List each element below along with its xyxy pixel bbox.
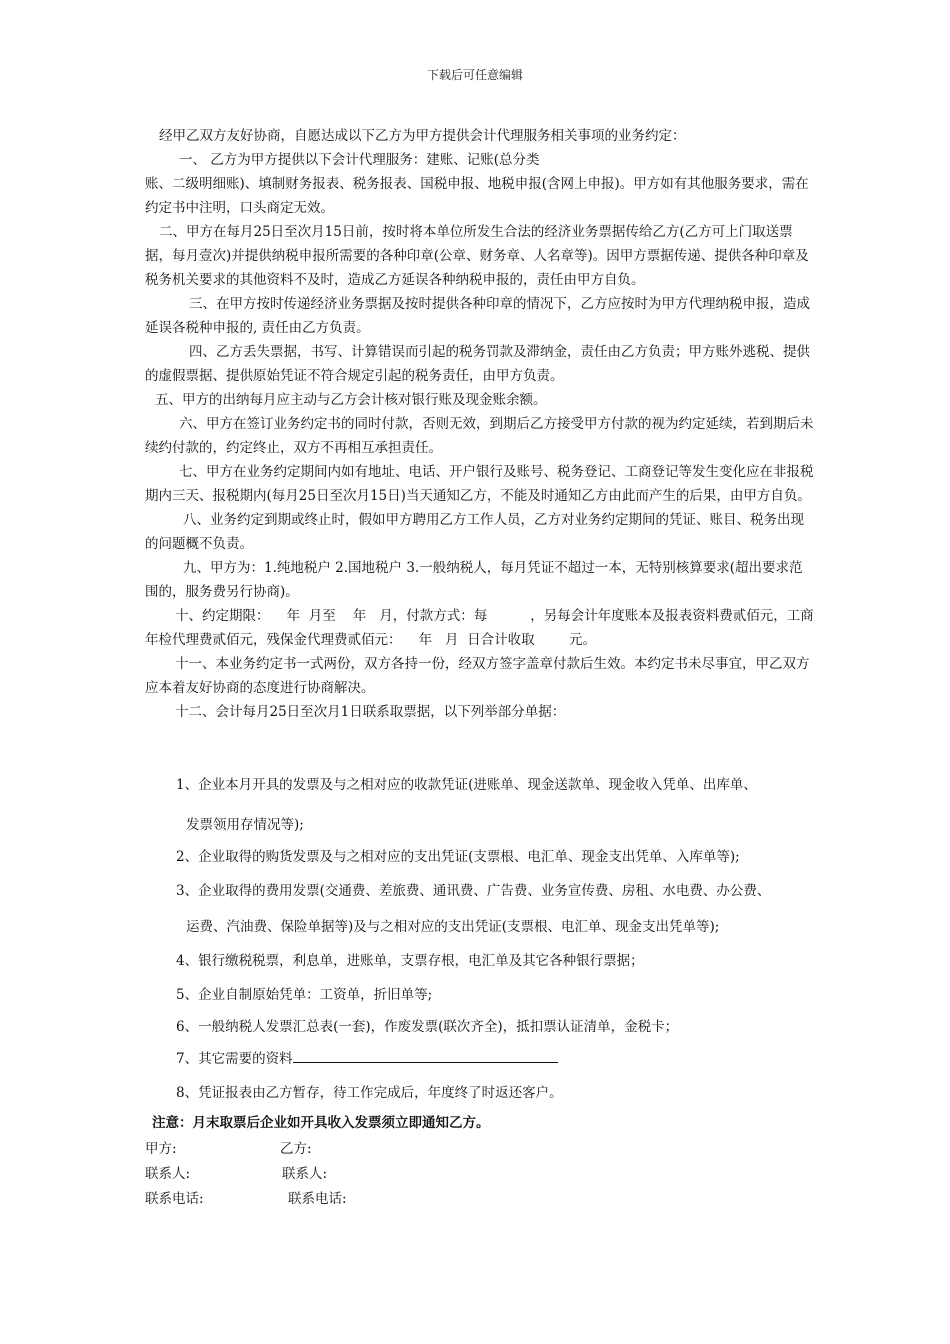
party-a-label: 甲方:: [145, 1141, 177, 1157]
list-item-7: [176, 1047, 558, 1067]
list-item-1-cont: 发票领用存情况等);: [186, 817, 304, 833]
clause-9: 九、甲方为：1.纯地税户 2.国地税户 3.一般纳税人，每月凭证不超过一本，无特别核算要求(超出要求范围的，服务费另行协商)。: [145, 560, 803, 600]
list-item-7-label: 7、其它需要的资料: [176, 1051, 293, 1067]
party-a-contact-label: 联系人:: [145, 1166, 191, 1182]
party-b-contact-label: 联系人:: [282, 1166, 328, 1182]
list-item-6: 6、一般纳税人发票汇总表(一套)，作废发票(联次齐全)，抵扣票认证清单，金税卡；: [176, 1019, 679, 1035]
clause-10: 十、约定期限： 年 月至 年 月，付款方式：每 ，另每会计年度账本及报表资料费贰佰元，工商年检代理费贰佰元，残保金代理费贰佰元： 年 月 日合计收取 元。: [145, 608, 814, 648]
list-item-1: 1、企业本月开具的发票及与之相对应的收款凭证(进账单、现金送款单、现金收入凭单、出库单、: [176, 777, 757, 793]
party-a-phone-label: 联系电话:: [145, 1191, 204, 1207]
clause-1-body: 账、二级明细账)、填制财务报表、税务报表、国税申报、地税申报(含网上申报)。甲方如有其他服务要求，需在约定书中注明，口头商定无效。: [145, 176, 809, 216]
clause-3: 三、在甲方按时传递经济业务票据及按时提供各种印章的情况下，乙方应按时为甲方代理纳税申报，造成延误各税种申报的, 责任由乙方负责。: [145, 296, 810, 336]
clause-7: 七、甲方在业务约定期间内如有地址、电话、开户银行及账号、税务登记、工商登记等发生变化应在非报税期内三天、报税期内(每月25日至次月15日)当天通知乙方，不能及时通知乙方由此而产生的后果，由甲方自负。: [145, 464, 814, 504]
clause-2: 二、甲方在每月25日至次月15日前，按时将本单位所发生合法的经济业务票据传给乙方(乙方可上门取送票据，每月壹次)并提供纳税申报所需要的各种印章(公章、财务章、人名章等)。因甲方票据传递、提供各种印章及税务机关要求的其他资料不及时，造成乙方延误各种纳税申报的，责任由甲方自负。: [145, 224, 809, 288]
list-item-4: 4、银行缴税税票，利息单，进账单，支票存根，电汇单及其它各种银行票据；: [176, 953, 644, 969]
intro-paragraph: 经甲乙双方友好协商，自愿达成以下乙方为甲方提供会计代理服务相关事项的业务约定：: [159, 128, 686, 144]
page-header: 下载后可任意编辑: [426, 68, 523, 82]
list-item-3-cont: 运费、汽油费、保险单据等)及与之相对应的支出凭证(支票根、电汇单、现金支出凭单等);: [186, 919, 720, 935]
party-b-phone-label: 联系电话:: [288, 1191, 347, 1207]
list-item-3: 3、企业取得的费用发票(交通费、差旅费、通讯费、广告费、业务宣传费、房租、水电费、办公费、: [176, 883, 771, 899]
list-item-5: 5、企业自制原始凭单：工资单，折旧单等;: [176, 987, 433, 1003]
notice-text: 注意：月末取票后企业如开具收入发票须立即通知乙方。: [152, 1115, 490, 1131]
clause-8: 八、业务约定到期或终止时，假如甲方聘用乙方工作人员，乙方对业务约定期间的凭证、账目、税务出现的问题概不负责。: [145, 512, 804, 552]
list-item-8: 8、凭证报表由乙方暂存，待工作完成后，年度终了时返还客户。: [176, 1085, 563, 1101]
clause-6: 六、甲方在签订业务约定书的同时付款，否则无效，到期后乙方接受甲方付款的视为约定延续，若到期后未续约付款的，约定终止，双方不再相互承担责任。: [145, 416, 814, 456]
clause-1-heading: 一、 乙方为甲方提供以下会计代理服务：建账、记账(总分类: [179, 152, 540, 168]
agreement-body: [145, 124, 815, 724]
clause-11: 十一、本业务约定书一式两份，双方各持一份，经双方签字盖章付款后生效。本约定书未尽事宜，甲乙双方应本着友好协商的态度进行协商解决。: [145, 656, 810, 696]
list-item-2: 2、企业取得的购货发票及与之相对应的支出凭证(支票根、电汇单、现金支出凭单、入库单等);: [176, 849, 740, 865]
clause-12: 十二、会计每月25日至次月1日联系取票据，以下列举部分单据：: [175, 704, 566, 720]
clause-5: 五、甲方的出纳每月应主动与乙方会计核对银行账及现金账余额。: [155, 392, 547, 408]
fill-in-blank-line: [293, 1048, 558, 1063]
clause-4: 四、乙方丢失票据，书写、计算错误而引起的税务罚款及滞纳金，责任由乙方负责；甲方账外逃税、提供的虚假票据、提供原始凭证不符合规定引起的税务责任，由甲方负责。: [145, 344, 810, 384]
party-b-label: 乙方:: [280, 1141, 312, 1157]
